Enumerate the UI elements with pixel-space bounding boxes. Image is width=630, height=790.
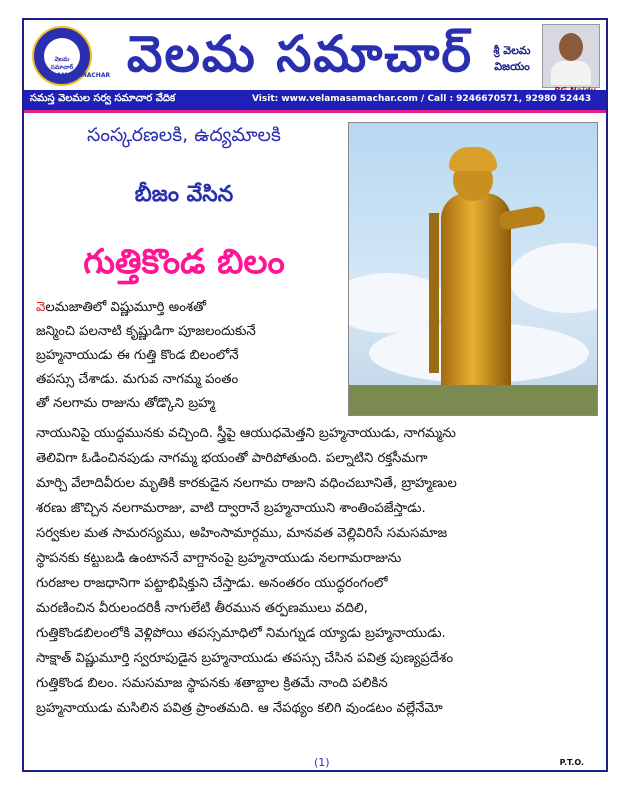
headline-line-3: గుత్తికొండ బిలం <box>83 242 285 282</box>
contact-info: Visit: www.velamasamachar.com / Call : 9246670571, 92980 52443 <box>252 94 592 104</box>
divider <box>24 110 606 113</box>
body-line: తపస్సు చేశాడు. మగువ నాగమ్మ పంతం <box>36 372 239 387</box>
body-line: సర్వకుల మత సామరస్యము, అహింసామార్గము, మానవత వెల్లివిరిసే సమసమాజ <box>36 526 448 541</box>
body-line: శరణు జొచ్చిన నలగామరాజు, వాటి ద్వారానే బ్రహ్మనాయుని శాంతింపజేస్తాడు. <box>36 501 426 516</box>
logo-emblem <box>44 38 111 79</box>
body-line: గుత్తికొండబిలంలోకి వెళ్లిపోయి తపస్సమాధిలో నిమగ్నుడ య్యాడు బ్రహ్మనాయుడు. <box>36 626 446 641</box>
body-line-text: లమజాతిలో విష్ణుమూర్తి అంశతో <box>45 300 207 315</box>
statue-sword <box>429 213 439 373</box>
vijayam-label: శ్రీ వెలమ విజయం <box>493 44 531 73</box>
logo-text: వెలమ సమాచార్ VELAMASAMACHAR <box>44 56 111 79</box>
page-number: (1) <box>314 756 330 769</box>
body-line: స్థాపనకు కట్టుబడి ఉంటాననే వాగ్దానంపై బ్రహ్మనాయుడు నలగామరాజును <box>36 551 402 566</box>
body-line: మరణించిన వీరులందరికీ నాగులేటి తీరమున తర్పణములు వదిలి, <box>36 601 368 616</box>
headline-line-2: బీజం వేసిన <box>134 182 234 207</box>
body-line: బ్రహ్మనాయుడు మసిలిన పవిత్ర ప్రాంతమది. ఆ నేపథ్యం కలిగి వుండటం వల్లేనేమో <box>36 701 443 716</box>
body-line: మార్చి వేలాదివీరుల మృతికి కారకుడైన నలగామ రాజుని వధించబూనితే, బ్రాహ్మణుల <box>36 476 457 491</box>
logo <box>32 26 111 86</box>
body-line: గురజాల రాజధానిగా పట్టాభిషిక్తుని చేస్తాడు. అనంతరం యుద్ధరంగంలో <box>36 576 388 591</box>
newspaper-page <box>22 18 608 772</box>
ground <box>349 385 597 415</box>
body-line: బ్రహ్మనాయుడు ఈ గుత్తి కొండ బిలంలోనే <box>36 348 239 363</box>
pto-label: P.T.O. <box>559 758 584 767</box>
editor-photo-body <box>551 61 591 85</box>
body-line: తెలివిగా ఓడించినపుడు నాగమ్మ భయంతో పారిపోతుంది. పల్నాటిని రక్తసీమగా <box>36 451 428 466</box>
body-line: సాక్షాత్ విష్ణుమూర్తి స్వరూపుడైన బ్రహ్మనాయుడు తపస్సు చేసిన పవిత్ర పుణ్యప్రదేశం <box>36 651 454 666</box>
cloud <box>509 243 598 313</box>
headline-line-1: సంస్కరణలకి, ఉద్యమాలకి <box>87 124 281 146</box>
body-line <box>36 296 206 321</box>
editor-photo <box>542 24 600 88</box>
masthead-header <box>24 20 606 112</box>
drop-letter: వె <box>36 300 46 315</box>
body-line: జన్మించి పలనాటి కృష్ణుడిగా పూజలందుకునే <box>36 324 256 339</box>
statue-photo <box>348 122 598 416</box>
editor-photo-head <box>559 33 583 61</box>
body-line: నాయునిపై యుద్ధమునకు వచ్చింది. స్త్రీపై ఆయుధమెత్తని బ్రహ్మనాయుడు, నాగమ్మను <box>36 426 456 441</box>
body-line: గుత్తికొండ బిలం. సమసమాజ స్థాపనకు శతాబ్దాల క్రితమే నాంది పలికిన <box>36 676 388 691</box>
masthead-title: వెలమ సమాచార్ <box>126 25 474 83</box>
body-line: తో నలగామ రాజును తోడ్కొని బ్రహ్మ <box>36 396 216 411</box>
statue-turban <box>449 147 497 171</box>
tagline: సమస్త వెలమల సర్వ సమాచార వేదిక <box>30 93 176 104</box>
